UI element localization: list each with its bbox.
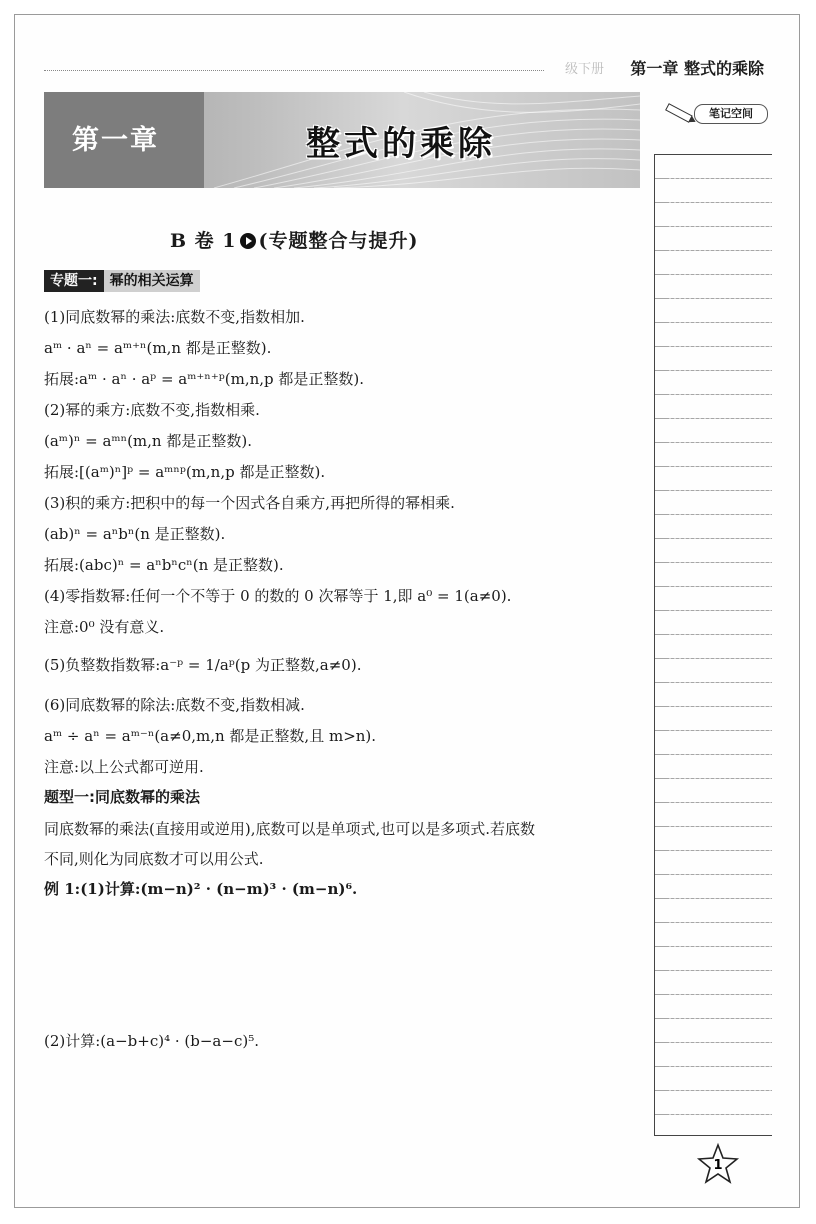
banner-chapter-number: 第一章 <box>72 125 159 156</box>
rule-line: (4)零指数幂:任何一个不等于 0 的数的 0 次幂等于 1,即 a⁰ = 1(a≠0). <box>44 587 512 605</box>
rule-line: (2)幂的乘方:底数不变,指数相乘. <box>44 401 260 419</box>
type-description: 同底数幂的乘法(直接用或逆用),底数可以是单项式,也可以是多项式.若底数 <box>44 820 536 838</box>
rule-line: (1)同底数幂的乘法:底数不变,指数相加. <box>44 308 305 326</box>
example-1: 例 1:(1)计算:(m−n)² · (n−m)³ · (m−n)⁶. <box>44 880 358 898</box>
rule-line: (aᵐ)ⁿ = aᵐⁿ(m,n 都是正整数). <box>44 432 252 450</box>
section-title-prefix: B 卷 1 <box>170 230 237 252</box>
example-2: (2)计算:(a−b+c)⁴ · (b−a−c)⁵. <box>44 1032 259 1050</box>
rule-line: (6)同底数幂的除法:底数不变,指数相减. <box>44 696 305 714</box>
play-icon <box>240 233 256 249</box>
rule-line: (ab)ⁿ = aⁿbⁿ(n 是正整数). <box>44 525 226 543</box>
page-number-star <box>696 1142 740 1186</box>
rule-line: aᵐ ÷ aⁿ = aᵐ⁻ⁿ(a≠0,m,n 都是正整数,且 m>n). <box>44 727 377 745</box>
header-dotted-rule <box>44 70 544 71</box>
rule-line: 拓展:(abc)ⁿ = aⁿbⁿcⁿ(n 是正整数). <box>44 556 284 574</box>
section-title <box>170 226 419 253</box>
banner-chapter-title: 整式的乘除 <box>306 124 496 164</box>
rule-line: (3)积的乘方:把积中的每一个因式各自乘方,再把所得的幂相乘. <box>44 494 455 512</box>
type-heading: 题型一:同底数幂的乘法 <box>44 788 200 806</box>
note-lines <box>654 154 772 1136</box>
topic-tag-label: 专题一: <box>44 270 104 292</box>
note-space-label: 笔记空间 <box>694 104 768 124</box>
header-chapter-title: 第一章 整式的乘除 <box>630 59 764 78</box>
running-header <box>44 58 764 78</box>
page-number: 1 <box>713 1158 723 1173</box>
rule-line: (5)负整数指数幂:a⁻ᵖ = 1/aᵖ(p 为正整数,a≠0). <box>44 656 362 674</box>
rule-line: 注意:0⁰ 没有意义. <box>44 618 165 636</box>
topic-tag <box>44 270 200 292</box>
header-ghost-text: 级下册 <box>564 62 604 77</box>
type-description: 不同,则化为同底数才可以用公式. <box>44 850 264 868</box>
rule-line: 拓展:[(aᵐ)ⁿ]ᵖ = aᵐⁿᵖ(m,n,p 都是正整数). <box>44 463 326 481</box>
topic-name: 幂的相关运算 <box>104 270 200 292</box>
rule-line: aᵐ · aⁿ = aᵐ⁺ⁿ(m,n 都是正整数). <box>44 339 272 357</box>
section-title-suffix: (专题整合与提升) <box>258 230 419 252</box>
rule-line: 注意:以上公式都可逆用. <box>44 758 204 776</box>
rule-line: 拓展:aᵐ · aⁿ · aᵖ = aᵐ⁺ⁿ⁺ᵖ(m,n,p 都是正整数). <box>44 370 365 388</box>
chapter-banner <box>44 92 640 188</box>
